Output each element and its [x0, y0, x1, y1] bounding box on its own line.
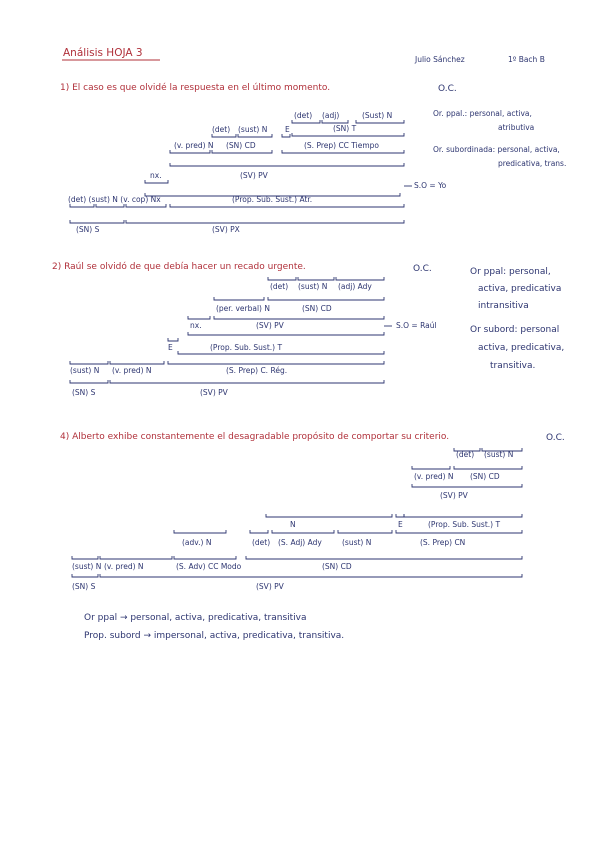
- sentence-4-type: O.C.: [546, 433, 565, 443]
- label: (SN) T: [333, 124, 357, 133]
- label: (SN) S: [72, 582, 96, 591]
- label: (Prop. Sub. Sust.) T: [210, 343, 283, 352]
- note: intransitiva: [478, 301, 529, 311]
- label: E: [398, 520, 403, 529]
- label: (adj): [322, 111, 340, 120]
- label: (v. pred) N: [174, 141, 214, 150]
- label: N: [290, 520, 296, 529]
- label: (Prop. Sub. Sust.) Atr.: [232, 195, 313, 204]
- sentence-4: 4) Alberto exhibe constantemente el desagradable propósito de comportar su criterio.: [60, 432, 450, 442]
- label: (S. Prep) CN: [420, 538, 466, 547]
- label: (det): [270, 282, 289, 291]
- label: S.O = Raúl: [396, 321, 437, 330]
- note: Or. ppal.: personal, activa,: [433, 109, 532, 118]
- label: (adj) Ady: [338, 282, 372, 291]
- label: (sust) N: [342, 538, 372, 547]
- label: (SV) PV: [240, 171, 268, 180]
- label: (Prop. Sub. Sust.) T: [428, 520, 501, 529]
- sentence-1-type: O.C.: [438, 84, 457, 94]
- note: transitiva.: [490, 361, 536, 371]
- label: (SN) S: [72, 388, 96, 397]
- label: (SN) S: [76, 225, 100, 234]
- label: E: [285, 125, 290, 134]
- label: (det): [294, 111, 313, 120]
- label: (S. Prep) CC Tiempo: [304, 141, 380, 150]
- note: Or ppal: personal,: [470, 267, 551, 277]
- label: (SV) PX: [212, 225, 240, 234]
- label: S.O = Yo: [414, 181, 447, 190]
- label: (S. Adv) CC Modo: [176, 562, 242, 571]
- sentence-2-type: O.C.: [413, 264, 432, 274]
- label: (SV) PV: [440, 491, 468, 500]
- label: (v. pred) N: [414, 472, 454, 481]
- label: (adv.) N: [182, 538, 212, 547]
- note: Or. subordinada: personal, activa,: [433, 145, 560, 154]
- label: (v. pred) N: [104, 562, 144, 571]
- label: (S. Adj) Ady: [278, 538, 322, 547]
- label: (det): [456, 450, 475, 459]
- label: (sust) N: [72, 562, 102, 571]
- label: nx.: [150, 171, 162, 180]
- label: (SN) CD: [226, 141, 256, 150]
- label: E: [168, 343, 173, 352]
- label: (sust) N: [70, 366, 100, 375]
- note: activa, predicativa: [478, 284, 562, 294]
- label: (det) (sust) N (v. cop) Nx: [68, 195, 161, 204]
- note: Or subord: personal: [470, 325, 560, 335]
- label: (per. verbal) N: [216, 304, 270, 313]
- note: atributiva: [498, 123, 535, 132]
- label: (sust) N: [298, 282, 328, 291]
- label: (S. Prep) C. Rég.: [226, 366, 288, 375]
- label: (SV) PV: [200, 388, 228, 397]
- label: (SN) CD: [302, 304, 332, 313]
- label: (Sust) N: [362, 111, 393, 120]
- label: (det): [252, 538, 271, 547]
- label: (SV) PV: [256, 582, 284, 591]
- label: (SN) CD: [322, 562, 352, 571]
- course-label: 1º Bach B: [508, 55, 545, 64]
- label: (v. pred) N: [112, 366, 152, 375]
- author-name: Julio Sánchez: [415, 55, 465, 64]
- summary-line-1: Or ppal → personal, activa, predicativa, transitiva: [84, 613, 307, 623]
- label: (det): [212, 125, 231, 134]
- label: (sust) N: [484, 450, 514, 459]
- sentence-2: 2) Raúl se olvidó de que debía hacer un recado urgente.: [52, 262, 306, 272]
- label: (sust) N: [238, 125, 268, 134]
- label: (SN) CD: [470, 472, 500, 481]
- page-title: Análisis HOJA 3: [63, 47, 143, 59]
- summary-line-2: Prop. subord → impersonal, activa, predicativa, transitiva.: [84, 631, 345, 641]
- note: predicativa, trans.: [498, 159, 567, 168]
- note: activa, predicativa,: [478, 343, 565, 353]
- label: (SV) PV: [256, 321, 284, 330]
- label: nx.: [190, 321, 202, 330]
- sentence-1: 1) El caso es que olvidé la respuesta en el último momento.: [60, 83, 331, 93]
